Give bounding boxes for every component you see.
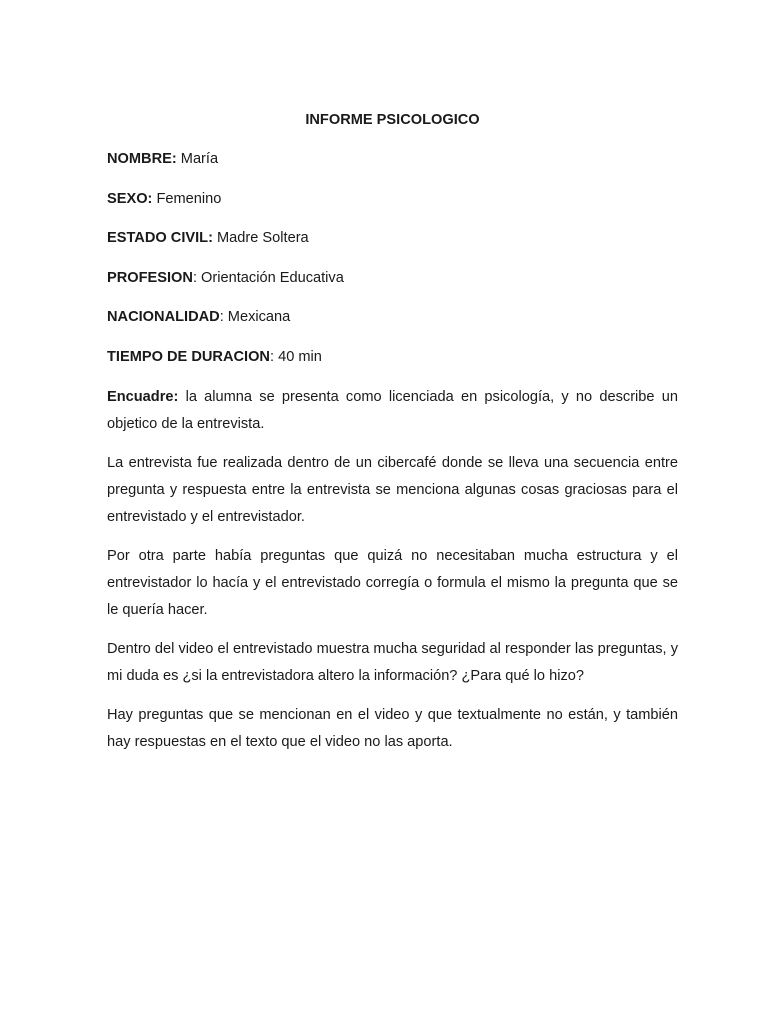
field-label: NOMBRE: <box>107 151 177 167</box>
field-label: ESTADO CIVIL: <box>107 230 213 247</box>
field-nombre <box>107 146 678 173</box>
encuadre-label: Encuadre: <box>107 388 179 405</box>
paragraph: Hay preguntas que se mencionan en el video y que textualmente no están, y también hay respuestas en el texto que el video no las aporta. <box>107 706 678 750</box>
field-value: : Orientación Educativa <box>192 269 344 286</box>
field-label: PROFESION <box>107 269 193 286</box>
field-label: NACIONALIDAD <box>107 309 220 326</box>
field-value: Madre Soltera <box>212 230 309 247</box>
field-value: : Mexicana <box>219 309 291 326</box>
document-title: INFORME PSICOLOGICO <box>305 112 480 128</box>
field-value: María <box>176 151 219 167</box>
field-label: SEXO: <box>107 190 153 207</box>
field-sexo <box>107 186 678 213</box>
field-label: TIEMPO DE DURACION <box>107 348 270 365</box>
paragraph: La entrevista fue realizada dentro de un cibercafé donde se lleva una secuencia entre pregunta y respuesta entre la entrevista se menciona algunas cosas graciosas para el entrevistado y el entrevistador. <box>107 454 678 525</box>
field-nacionalidad <box>107 304 678 331</box>
paragraph-encuadre <box>107 384 678 438</box>
field-estado-civil <box>107 225 678 252</box>
paragraph: Dentro del video el entrevistado muestra mucha seguridad al responder las preguntas, y mi duda es ¿si la entrevistadora altero la información? ¿Para qué lo hizo? <box>107 640 678 684</box>
paragraph: Por otra parte había preguntas que quizá no necesitaban mucha estructura y el entrevistador lo hacía y el entrevistado corregía o formula el mismo la pregunta que se le quería hacer. <box>107 547 678 618</box>
encuadre-text: la alumna se presenta como licenciada en psicología, y no describe un objetico de la entrevista. <box>107 388 678 432</box>
document-page <box>107 107 678 768</box>
field-profesion <box>107 265 678 292</box>
field-tiempo-duracion <box>107 344 678 371</box>
field-value: : 40 min <box>269 348 322 365</box>
field-value: Femenino <box>152 190 222 207</box>
